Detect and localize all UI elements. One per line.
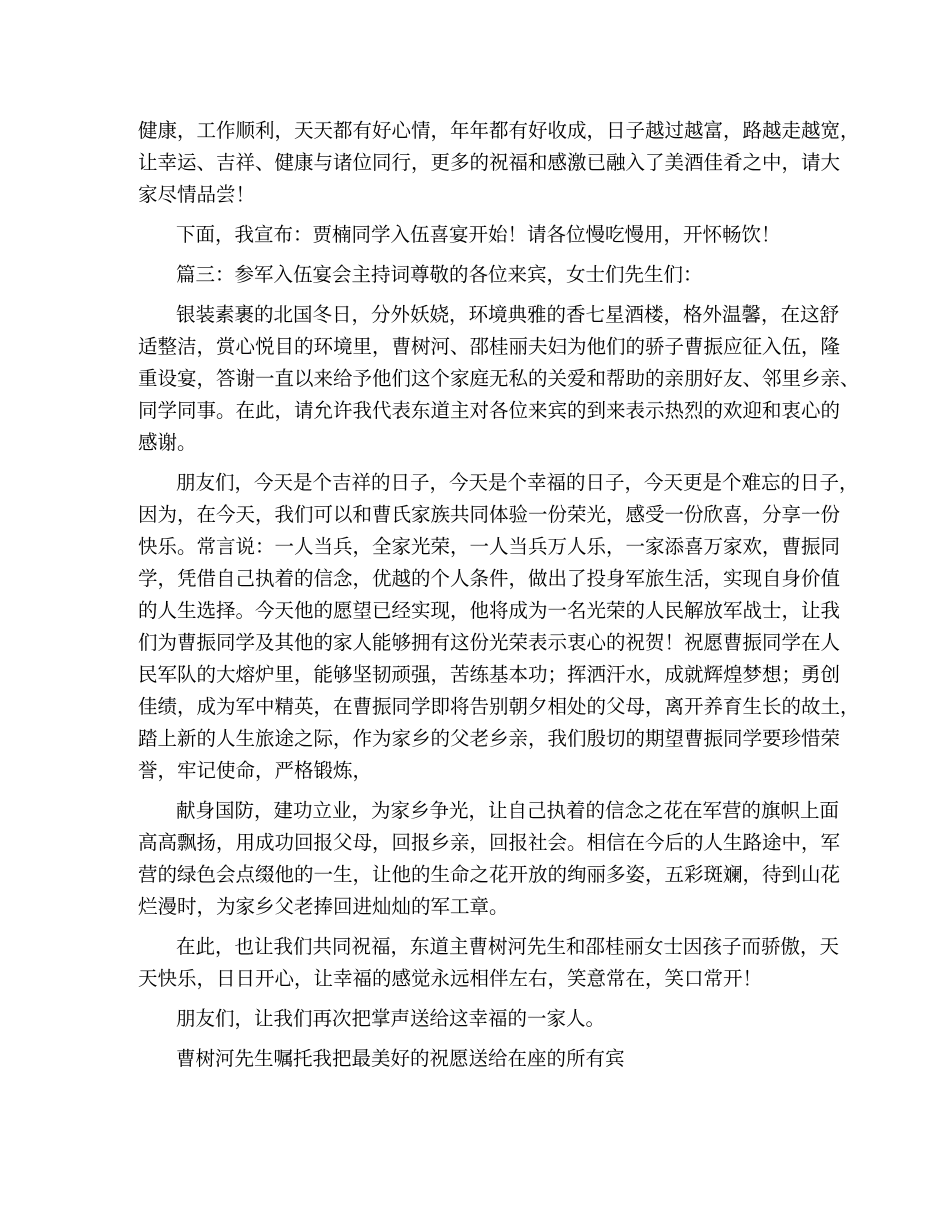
text-line: 同学同事。在此，请允许我代表东道主对各位来宾的到来表示热烈的欢迎和衷心的	[138, 399, 841, 422]
text-line: 高高飘扬，用成功回报父母，回报乡亲，回报社会。相信在今后的人生路途中，军	[138, 831, 841, 854]
text-line: 的人生选择。今天他的愿望已经实现，他将成为一名光荣的人民解放军战士，让我	[138, 599, 841, 622]
text-line: 佳绩，成为军中精英，在曹振同学即将告别朝夕相处的父母，离开养育生长的故土，	[138, 695, 860, 718]
document-body	[138, 115, 860, 1075]
paragraph	[138, 115, 860, 211]
paragraph	[138, 1003, 828, 1035]
paragraph	[138, 931, 840, 995]
text-line: 快乐。常言说：一人当兵，全家光荣，一人当兵万人乐，一家添喜万家欢，曹振同	[138, 535, 841, 558]
text-line: 踏上新的人生旅途之际，作为家乡的父老乡亲，我们殷切的期望曹振同学要珍惜荣	[138, 727, 841, 750]
text-line: 天快乐，日日开心，让幸福的感觉永远相伴左右，笑意常在，笑口常开！	[138, 967, 763, 990]
text-line: 朋友们，今天是个吉祥的日子，今天是个幸福的日子，今天更是个难忘的日子，	[176, 471, 859, 494]
text-line: 朋友们，让我们再次把掌声送给这幸福的一家人。	[176, 1007, 606, 1030]
text-line: 民军队的大熔炉里，能够坚韧顽强，苦练基本功；挥洒汗水，成就辉煌梦想；勇创	[138, 663, 841, 686]
text-line: 烂漫时，为家乡父老捧回进灿灿的军工章。	[138, 895, 509, 918]
text-line: 学，凭借自己执着的信念，优越的个人条件，做出了投身军旅生活，实现自身价值	[138, 567, 841, 590]
paragraph	[138, 795, 841, 923]
paragraph	[138, 299, 860, 459]
text-line: 在此，也让我们共同祝福，东道主曹树河先生和邵桂丽女士因孩子而骄傲，天	[176, 935, 840, 958]
text-line: 让幸运、吉祥、健康与诸位同行，更多的祝福和感激已融入了美酒佳肴之中，请大	[138, 151, 841, 174]
text-line: 誉，牢记使命，严格锻炼，	[138, 759, 373, 782]
text-line: 营的绿色会点缀他的一生，让他的生命之花开放的绚丽多姿，五彩斑斓，待到山花	[138, 863, 841, 886]
text-line: 们为曹振同学及其他的家人能够拥有这份光荣表示衷心的祝贺！祝愿曹振同学在人	[138, 631, 841, 654]
text-line: 家尽情品尝！	[138, 183, 256, 206]
text-line: 重设宴，答谢一直以来给予他们这个家庭无私的关爱和帮助的亲朋好友、邻里乡亲、	[138, 367, 860, 390]
text-line: 健康，工作顺利，天天都有好心情，年年都有好收成，日子越过越富，路越走越宽，	[138, 119, 860, 142]
text-line: 献身国防，建功立业，为家乡争光，让自己执着的信念之花在军营的旗帜上面	[176, 799, 840, 822]
text-line: 适整洁，赏心悦目的环境里，曹树河、邵桂丽夫妇为他们的骄子曹振应征入伍，隆	[138, 335, 841, 358]
text-line: 下面，我宣布：贾楠同学入伍喜宴开始！请各位慢吃慢用，开怀畅饮！	[176, 223, 781, 246]
paragraph	[138, 1043, 828, 1075]
paragraph	[138, 467, 860, 787]
text-line: 银装素裹的北国冬日，分外妖娆，环境典雅的香七星酒楼，格外温馨，在这舒	[176, 303, 840, 326]
paragraph	[138, 259, 828, 291]
text-line: 曹树河先生嘱托我把最美好的祝愿送给在座的所有宾	[176, 1047, 625, 1070]
text-line: 篇三：参军入伍宴会主持词尊敬的各位来宾，女士们先生们：	[176, 263, 703, 286]
text-line: 因为，在今天，我们可以和曹氏家族共同体验一份荣光，感受一份欣喜，分享一份	[138, 503, 841, 526]
text-line: 感谢。	[138, 431, 197, 454]
paragraph	[138, 219, 828, 251]
